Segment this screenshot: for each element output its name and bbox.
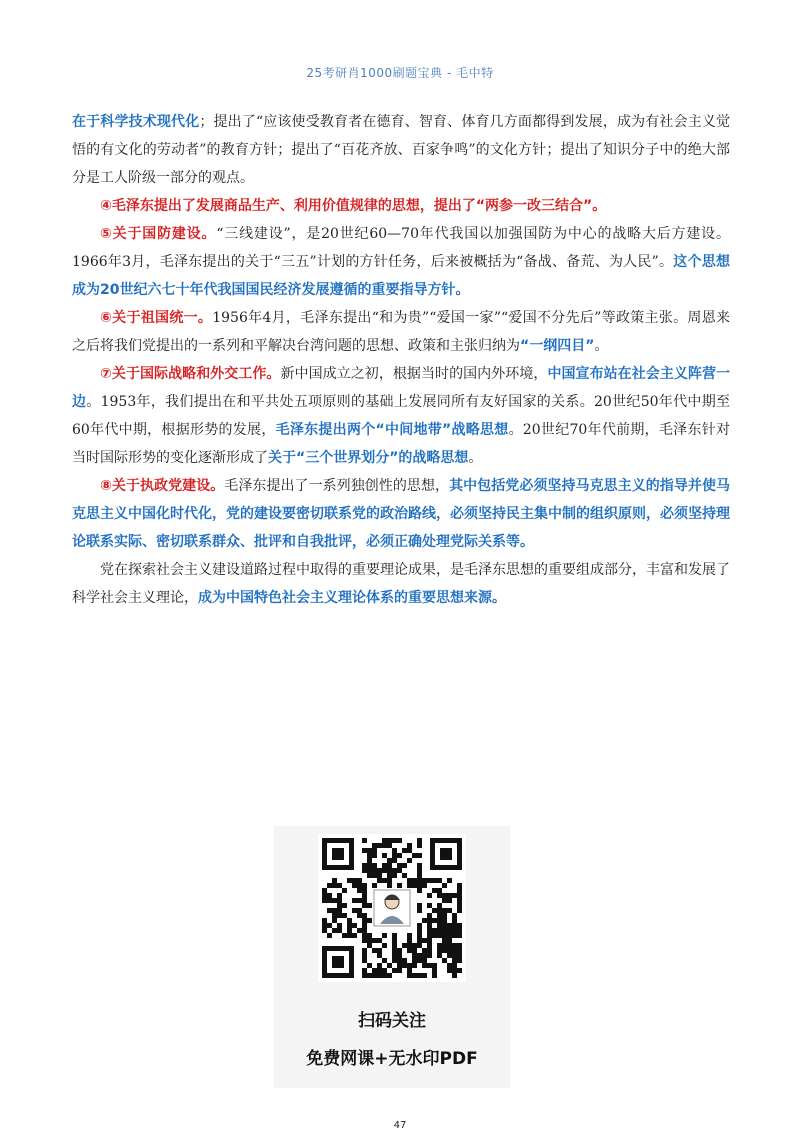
highlight-text: “一纲四目” bbox=[520, 338, 595, 354]
page-header: 25考研肖1000刷题宝典 - 毛中特 bbox=[306, 66, 494, 80]
highlight-text: 这个思想成为20世纪六七十年代我国国民经济发展遵循的重要指导方针。 bbox=[72, 254, 731, 298]
body-text: 。 bbox=[468, 450, 483, 466]
section-heading: ⑦关于国际战略和外交工作。 bbox=[100, 366, 281, 382]
body-text: 1956年4月，毛泽东提出“和为贵”“爱国一家”“爱国不分先后”等政策主张。周恩来之后将我们党提出的一系列和平解决台湾问题的思想、政策和主张归纳为 bbox=[72, 310, 730, 354]
highlight-text: 在于科学技术现代化 bbox=[72, 114, 200, 130]
body-text: 毛泽东提出了一系列独创性的思想， bbox=[224, 478, 450, 494]
paragraph-conclusion bbox=[72, 556, 730, 612]
body-text: 。20世纪70年代前期，毛泽东针对当时国际形势的变化逐渐形成了 bbox=[72, 422, 730, 466]
body-text: 新中国成立之初，根据当时的国内外环境， bbox=[280, 366, 548, 382]
paragraph-defense bbox=[72, 220, 730, 304]
highlight-text: 其中包括党必须坚持马克思主义的指导并使马克思主义中国化时代化，党的建设要密切联系党的政治路线，必须坚持民主集中制的组织原则，必须坚持理论联系实际、密切联系群众、批评和自我批评，必须正确处理党际关系等。 bbox=[72, 478, 731, 550]
highlight-text: 关于“三个世界划分”的战略思想 bbox=[268, 450, 469, 466]
paragraph-diplomacy bbox=[72, 360, 730, 472]
body-text: “三线建设”，是20世纪60—70年代我国以加强国防为中心的战略大后方建设。1966年3月，毛泽东提出的关于“三五”计划的方针任务，后来被概括为“备战、备荒、为人民”。 bbox=[72, 226, 730, 270]
highlight-text: 成为中国特色社会主义理论体系的重要思想来源。 bbox=[198, 590, 506, 606]
main-content bbox=[72, 108, 730, 612]
section-heading: ④毛泽东提出了发展商品生产、利用价值规律的思想，提出了“两参一改三结合”。 bbox=[100, 198, 607, 214]
section-heading: ⑥关于祖国统一。 bbox=[100, 310, 213, 326]
highlight-text: 毛泽东提出两个“中间地带”战略思想 bbox=[275, 422, 509, 438]
paragraph-education bbox=[72, 108, 730, 192]
paragraph-commodity bbox=[72, 192, 730, 220]
paragraph-reunification bbox=[72, 304, 730, 360]
highlight-text: 中国宣布站在社会主义阵营一边 bbox=[72, 366, 731, 410]
paragraph-party-building bbox=[72, 472, 730, 556]
page-number: 47 bbox=[393, 1120, 407, 1131]
body-text: 。1953年，我们提出在和平共处五项原则的基础上发展同所有友好国家的关系。20世纪50年代中期至60年代中期，根据形势的发展， bbox=[72, 394, 730, 438]
qr-caption-offer: 免费网课+无水印PDF bbox=[306, 1049, 478, 1069]
section-heading: ⑤关于国防建设。 bbox=[100, 226, 217, 242]
body-text: ；提出了“应该使受教育者在德育、智育、体育几方面都得到发展，成为有社会主义觉悟的有文化的劳动者”的教育方针；提出了“百花齐放、百家争鸣”的文化方针；提出了知识分子中的绝大部分是工人阶级一部分的观点。 bbox=[72, 114, 731, 186]
qr-code-icon bbox=[318, 834, 466, 982]
body-text: 。 bbox=[594, 338, 609, 354]
qr-caption-scan: 扫码关注 bbox=[358, 1011, 426, 1031]
section-heading: ⑧关于执政党建设。 bbox=[100, 478, 225, 494]
body-text: 党在探索社会主义建设道路过程中取得的重要理论成果，是毛泽东思想的重要组成部分，丰富和发展了科学社会主义理论， bbox=[72, 562, 730, 606]
qr-card bbox=[274, 826, 510, 1088]
